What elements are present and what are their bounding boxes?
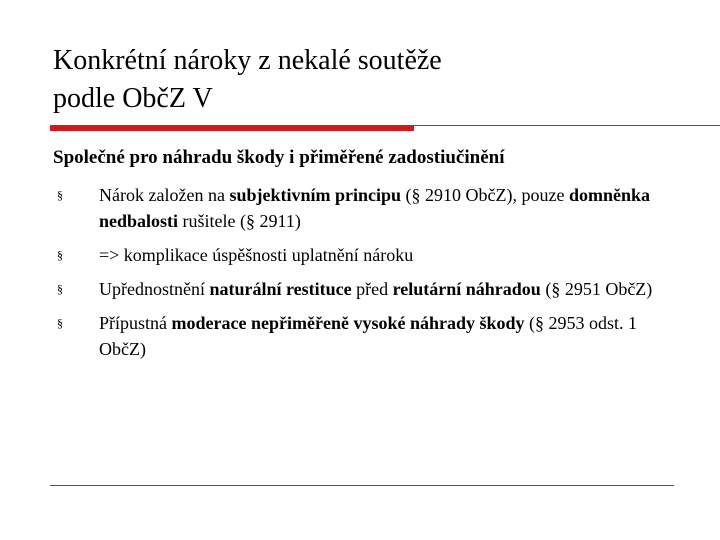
footer-divider <box>50 485 674 486</box>
bullet-text: Upřednostnění <box>99 279 210 299</box>
bullet-list <box>53 182 663 370</box>
section-bullet-icon: § <box>57 248 63 262</box>
bullet-item <box>53 310 663 362</box>
bullet-text: (§ 2951 ObčZ) <box>540 279 653 299</box>
bullet-text: rušitele (§ 2911) <box>178 211 301 231</box>
bullet-item <box>53 182 663 234</box>
section-bullet-icon: § <box>57 282 63 296</box>
bullet-emphasis: subjektivním principu <box>229 185 401 205</box>
bullet-item <box>53 276 663 302</box>
title-underline-thick <box>50 125 414 131</box>
slide-title-line-2: podle ObčZ V <box>53 83 213 114</box>
bullet-emphasis: domněnka nedbalosti <box>99 185 650 231</box>
bullet-text: (§ 2910 ObčZ), pouze <box>400 185 569 205</box>
title-underline <box>50 125 670 131</box>
bullet-text: Nárok založen na <box>99 185 230 205</box>
title-underline-thin <box>414 125 720 126</box>
bullet-emphasis: moderace nepřiměřeně vysoké náhrady škody <box>171 313 525 333</box>
bullet-text: => komplikace úspěšnosti uplatnění nároku <box>99 245 414 265</box>
bullet-text: Přípustná <box>99 313 172 333</box>
slide-title <box>53 42 693 118</box>
slide-title-line-1: Konkrétní nároky z nekalé soutěže <box>53 45 442 76</box>
bullet-text: před <box>351 279 393 299</box>
bullet-item <box>53 242 663 268</box>
bullet-emphasis: relutární náhradou <box>392 279 541 299</box>
bullet-emphasis: naturální restituce <box>209 279 352 299</box>
section-heading: Společné pro náhradu škody i přiměřené zadostiučinění <box>53 147 505 168</box>
bullet-text: (§ 2953 odst. 1 ObčZ) <box>99 313 637 359</box>
section-bullet-icon: § <box>57 316 63 330</box>
section-bullet-icon: § <box>57 188 63 202</box>
